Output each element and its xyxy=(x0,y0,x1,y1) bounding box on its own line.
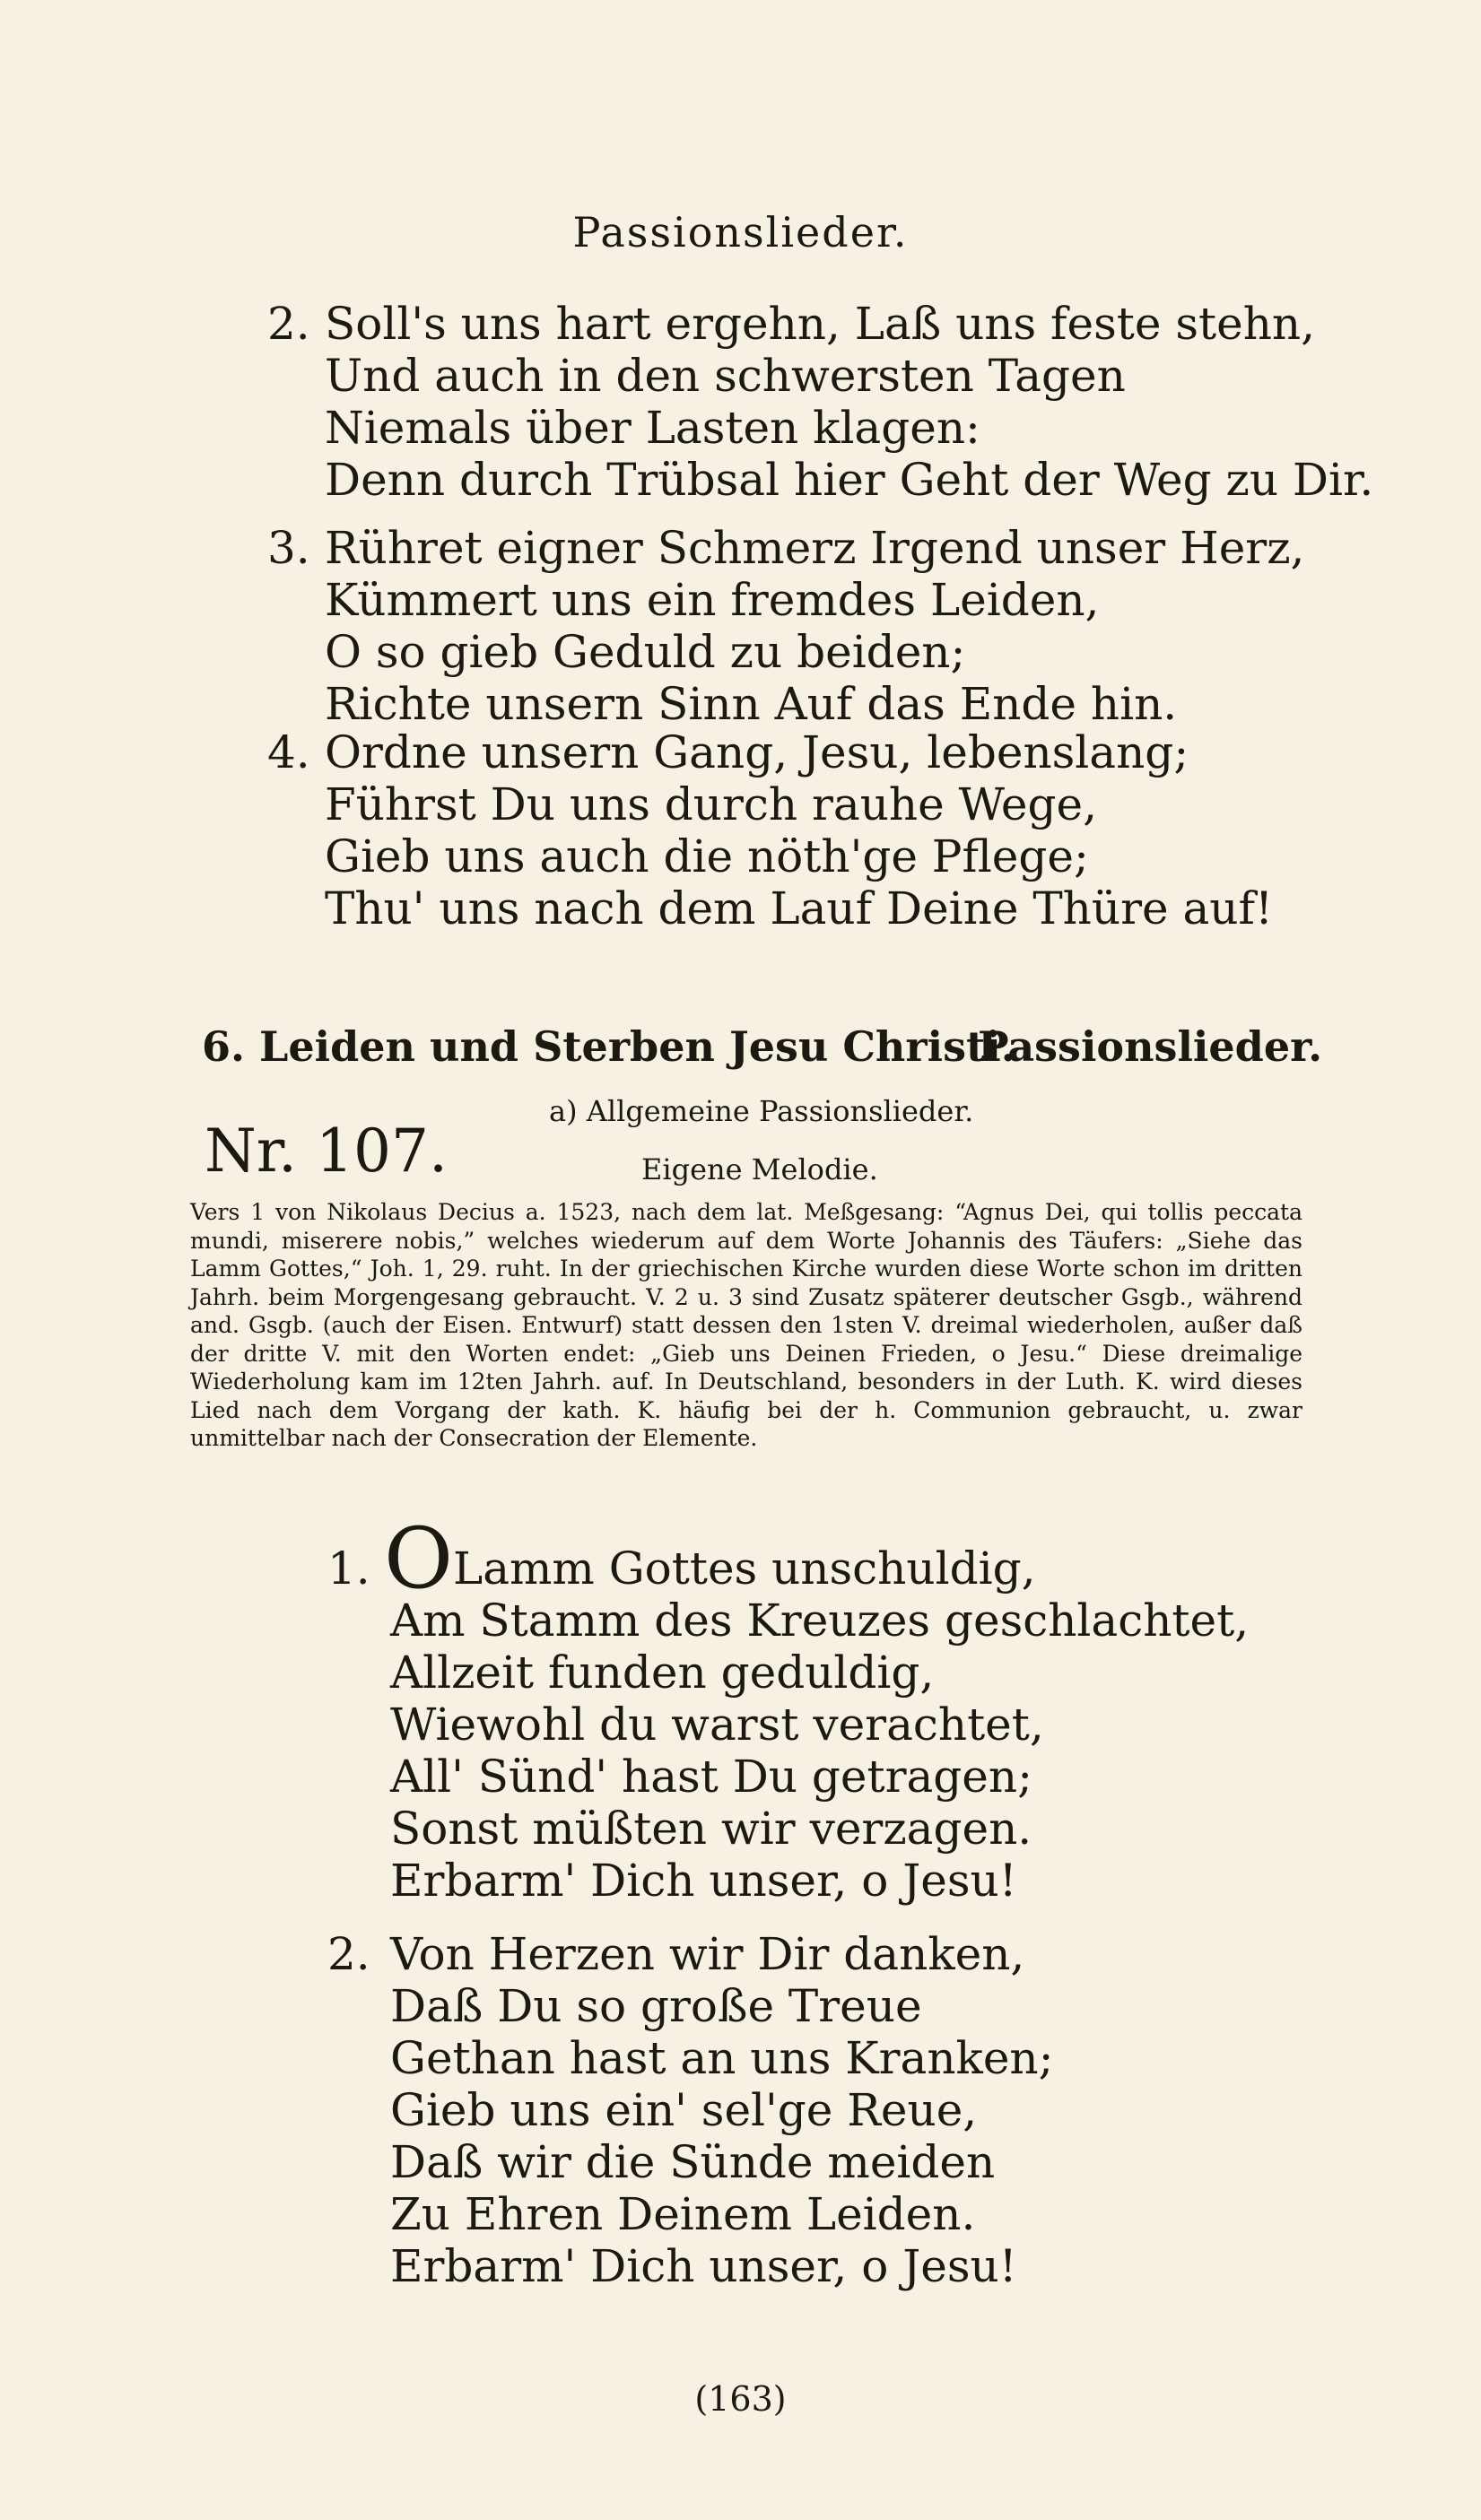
running-head: Passionslieder. xyxy=(572,208,909,256)
verse-line: O so gieb Geduld zu beiden; xyxy=(325,626,966,678)
verse-line: Von Herzen wir Dir danken, xyxy=(390,1928,1025,1980)
source-note-text: Vers 1 von Nikolaus Decius a. 1523, nach dem lat. Meßgesang: “Agnus Dei, qui tollis peccata mundi, miserere nobis,” welches wiederum auf dem Worte Johannis des Täufers: „Siehe das Lamm Gottes,“ Joh. 1, 29. ruht. In der griechischen Kirche wurden diese Worte schon im dritten Jahrh. beim Morgengesang gebraucht. V. 2 u. 3 sind Zusatz späterer deutscher Gsgb., während and. Gsgb. (auch der Eisen. Entwurf) statt dessen den 1sten V. dreimal wiederholen, außer daß der dritte V. mit den Worten endet: „Gieb uns Deinen Frieden, o Jesu.“ Diese dreimalige Wiederholung kam im 12ten Jahrh. auf. In Deutschland, besonders in der Luth. K. wird dieses Lied nach dem Vorgang der kath. K. häufig bei der h. Communion gebraucht, u. zwar unmittelbar nach der Consecration der Elemente. xyxy=(190,1199,1302,1451)
drop-initial: O xyxy=(384,1510,454,1608)
stanza-number: 2. xyxy=(267,298,310,350)
verse-line: Und auch in den schwersten Tagen xyxy=(325,350,1126,402)
verse-line: Soll's uns hart ergehn, Laß uns feste stehn, xyxy=(325,298,1316,350)
verse-line: Allzeit funden geduldig, xyxy=(390,1647,935,1699)
stanza-number: 3. xyxy=(267,522,310,574)
hymn-number: Nr. 107. xyxy=(205,1117,448,1186)
verse-line: Erbarm' Dich unser, o Jesu! xyxy=(390,2240,1017,2292)
verse-line: Daß Du so große Treue xyxy=(390,1980,922,2032)
stanza-lines xyxy=(390,1928,1053,2292)
section-running-title: Passionslieder. xyxy=(978,1022,1323,1071)
stanza-number: 2. xyxy=(327,1928,370,1980)
verse-line: Zu Ehren Deinem Leiden. xyxy=(390,2188,976,2240)
page-number: (163) xyxy=(694,2379,787,2419)
verse-line: Gethan hast an uns Kranken; xyxy=(390,2032,1054,2084)
stanza-number: 1. xyxy=(327,1542,370,1595)
verse-line: Kümmert uns ein fremdes Leiden, xyxy=(325,574,1100,626)
verse-line: Daß wir die Sünde meiden xyxy=(390,2136,996,2188)
verse-line: Lamm Gottes unschuldig, xyxy=(453,1542,1036,1595)
verse-line: Sonst müßten wir verzagen. xyxy=(390,1803,1032,1855)
verse-line: Thu' uns nach dem Lauf Deine Thüre auf! xyxy=(325,882,1274,934)
verse-line: Am Stamm des Kreuzes geschlachtet, xyxy=(390,1595,1250,1647)
verse-line: Wiewohl du warst verachtet, xyxy=(390,1699,1044,1751)
verse-line: Richte unsern Sinn Auf das Ende hin. xyxy=(325,678,1178,730)
melody-note: Eigene Melodie. xyxy=(641,1152,878,1186)
verse-line: Ordne unsern Gang, Jesu, lebenslang; xyxy=(325,726,1189,778)
stanza-lines xyxy=(325,726,1273,934)
verse-line: Erbarm' Dich unser, o Jesu! xyxy=(390,1855,1017,1907)
stanza-lines xyxy=(325,522,1304,730)
verse-line: Gieb uns auch die nöth'ge Pflege; xyxy=(325,830,1089,882)
stanza-number: 4. xyxy=(267,726,310,778)
verse-line: Gieb uns ein' sel'ge Reue, xyxy=(390,2084,978,2136)
stanza-lines xyxy=(325,298,1373,506)
verse-line: Niemals über Lasten klagen: xyxy=(325,402,980,454)
verse-line: All' Sünd' hast Du getragen; xyxy=(390,1751,1032,1803)
verse-line: Denn durch Trübsal hier Geht der Weg zu Dir. xyxy=(325,454,1374,506)
section-title: 6. Leiden und Sterben Jesu Christi. xyxy=(202,1022,1015,1071)
verse-line: Führst Du uns durch rauhe Wege, xyxy=(325,778,1097,830)
source-note xyxy=(190,1198,1302,1453)
section-subtitle: a) Allgemeine Passionslieder. xyxy=(549,1094,974,1128)
verse-line: Rühret eigner Schmerz Irgend unser Herz, xyxy=(325,522,1305,574)
stanza-lines xyxy=(390,1595,1249,1907)
